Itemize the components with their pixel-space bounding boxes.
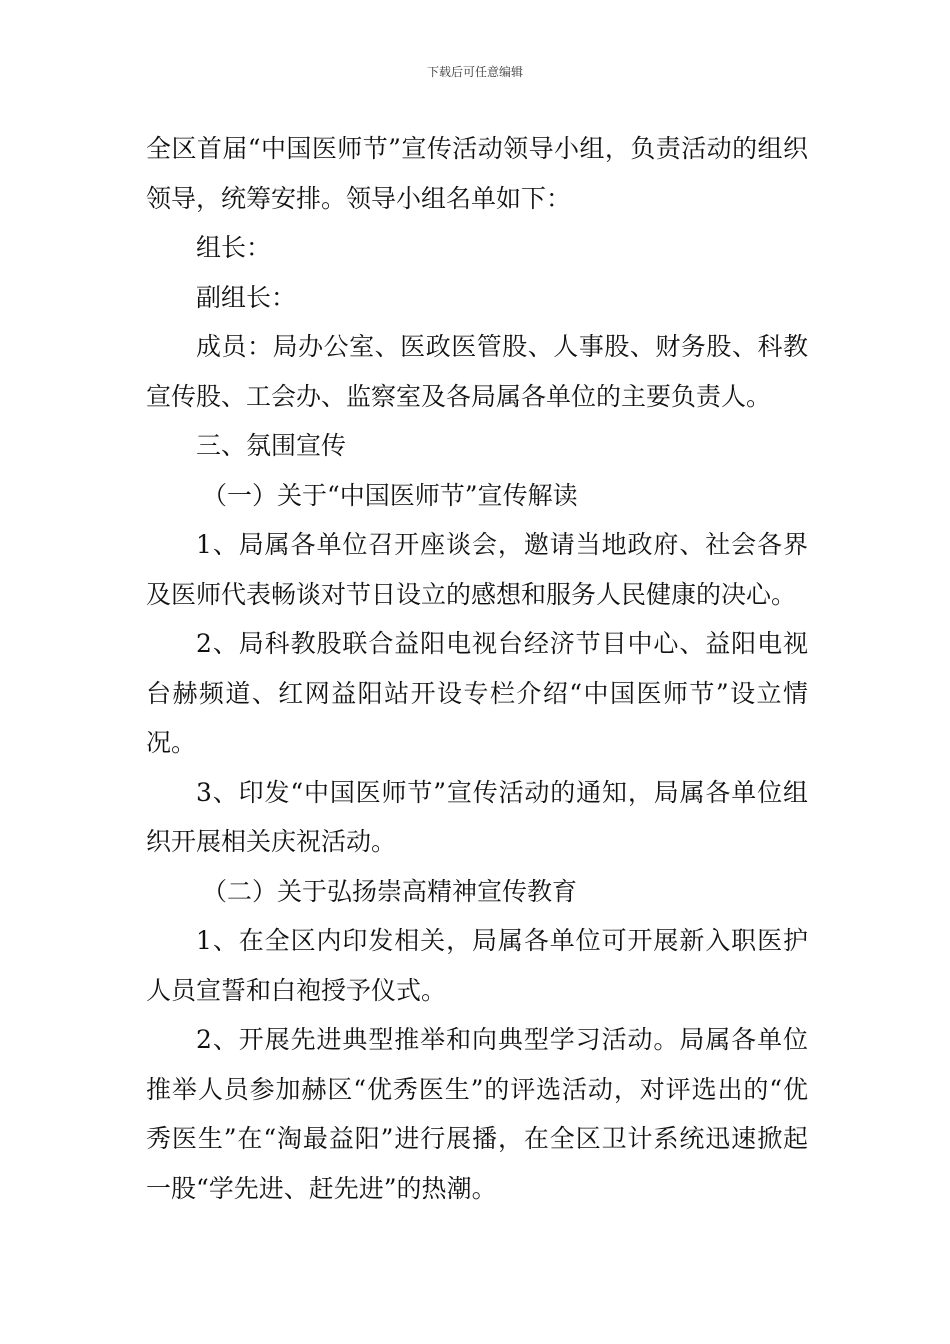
paragraph-deputy-leader: 副组长： bbox=[196, 282, 297, 312]
document-body bbox=[146, 124, 808, 1213]
section-heading-atmosphere: 三、氛围宣传 bbox=[196, 431, 347, 460]
paragraph-leading-group: 全区首届“中国医师节”宣传活动领导小组，负责活动的组织领导，统筹安排。领导小组名单如下： bbox=[146, 134, 808, 213]
list-item-excellent-doctor: 2、开展先进典型推举和向典型学习活动。局属各单位推举人员参加赫区“优秀医生”的评选活动，对评选出的“优秀医生”在“淘最益阳”进行展播，在全区卫计系统迅速掀起一股“学先进、赶先进”的热潮。 bbox=[146, 1025, 808, 1203]
paragraph-members: 成员：局办公室、医政医管股、人事股、财务股、科教宣传股、工会办、监察室及各局属各单位的主要负责人。 bbox=[146, 332, 808, 411]
list-item-forum: 1、局属各单位召开座谈会，邀请当地政府、社会各界及医师代表畅谈对节日设立的感想和服务人民健康的决心。 bbox=[146, 530, 808, 609]
page-header-note: 下载后可任意编辑 bbox=[426, 65, 523, 79]
list-item-notice: 3、印发“中国医师节”宣传活动的通知，局属各单位组织开展相关庆祝活动。 bbox=[146, 777, 808, 856]
subsection-heading-education: （二）关于弘扬崇高精神宣传教育 bbox=[202, 876, 578, 906]
paragraph-group-leader: 组长： bbox=[196, 233, 272, 262]
list-item-oath-ceremony: 1、在全区内印发相关，局属各单位可开展新入职医护人员宣誓和白袍授予仪式。 bbox=[146, 926, 808, 1005]
subsection-heading-interpretation: （一）关于“中国医师节”宣传解读 bbox=[202, 480, 578, 510]
list-item-tv-column: 2、局科教股联合益阳电视台经济节目中心、益阳电视台赫频道、红网益阳站开设专栏介绍“中国医师节”设立情况。 bbox=[146, 629, 808, 757]
